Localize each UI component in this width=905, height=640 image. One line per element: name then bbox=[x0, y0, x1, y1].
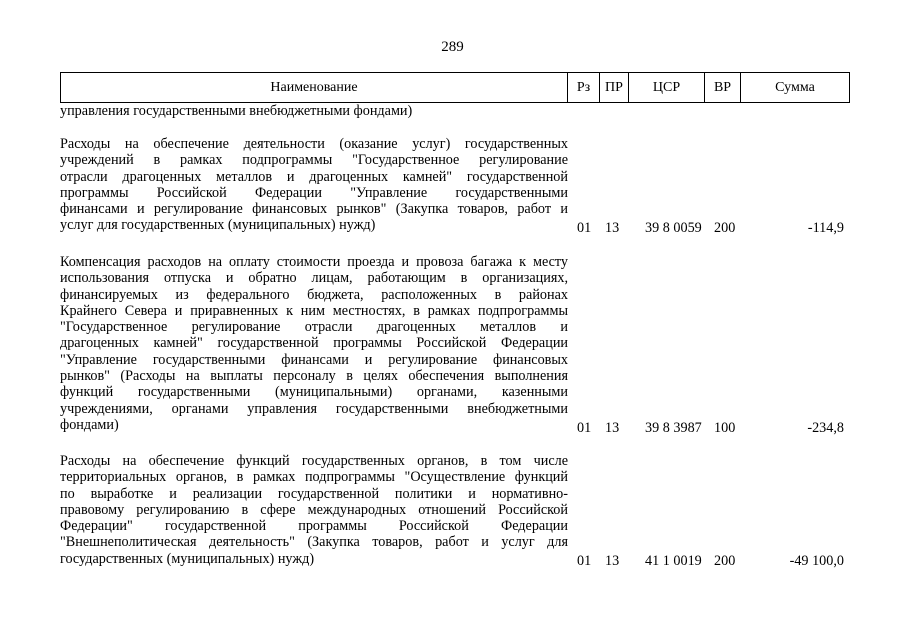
row-vr: 200 bbox=[714, 553, 736, 569]
row-name bbox=[60, 136, 568, 234]
row-text-line: рынков" (Расходы на выплаты персоналу в целях обеспечения выполнения bbox=[60, 368, 568, 385]
row-vr: 200 bbox=[714, 220, 736, 236]
row-text-line: Крайнего Севера и приравненных к ним местностях, в рамках подпрограммы bbox=[60, 302, 568, 319]
row-text-line: учреждений в рамках подпрограммы "Государственное регулирование bbox=[60, 152, 568, 169]
row-text-line: Расходы на обеспечение деятельности (оказание услуг) государственных bbox=[60, 136, 568, 152]
table-row bbox=[60, 136, 850, 236]
row-sum: -234,8 bbox=[807, 420, 844, 436]
header-vr: ВР bbox=[705, 72, 741, 103]
table-row bbox=[60, 453, 850, 570]
row-sum: -49 100,0 bbox=[789, 553, 844, 569]
row-name bbox=[60, 254, 568, 433]
table-header bbox=[60, 72, 850, 103]
row-text-line: использования отпуска и обратно лицам, работающим в организациях, bbox=[60, 270, 568, 287]
continuation-text: управления государственными внебюджетными фондами) bbox=[60, 103, 413, 119]
row-vr: 100 bbox=[714, 420, 736, 436]
row-pr: 13 bbox=[605, 420, 620, 436]
row-rz: 01 bbox=[577, 553, 592, 569]
header-pr: ПР bbox=[600, 72, 629, 103]
header-sum: Сумма bbox=[741, 72, 850, 103]
row-text-line: программы Российской Федерации "Управление государственными bbox=[60, 184, 568, 201]
row-pr: 13 bbox=[605, 220, 620, 236]
row-text-line: государственных (муниципальных) нужд) bbox=[60, 550, 315, 567]
page-number: 289 bbox=[441, 39, 464, 55]
header-rz: Рз bbox=[568, 72, 600, 103]
row-text-line: услуг для государственных (муниципальных) нужд) bbox=[60, 217, 376, 234]
header-csr: ЦСР bbox=[629, 72, 705, 103]
row-text-line: функций государственными (муниципальными) органами, казенными bbox=[60, 384, 568, 401]
row-text-line: "Управление государственными финансами и регулирование финансовых bbox=[60, 351, 568, 368]
row-name bbox=[60, 453, 568, 567]
row-text-line: правовому регулированию в сфере международных отношений Российской bbox=[60, 501, 568, 518]
row-csr: 41 1 0019 bbox=[645, 553, 702, 569]
row-text-line: "Внешнеполитическая деятельность" (Закупка товаров, работ и услуг для bbox=[60, 534, 568, 551]
row-text-line: фондами) bbox=[60, 416, 119, 433]
row-text-line: драгоценных камней" государственной программы Российской Федерации bbox=[60, 335, 568, 352]
row-csr: 39 8 3987 bbox=[645, 420, 702, 436]
row-text-line: Расходы на обеспечение функций государственных органов, в том числе bbox=[60, 453, 568, 469]
row-text-line: отрасли драгоценных металлов и драгоценных камней" государственной bbox=[60, 168, 568, 185]
row-text-line: Компенсация расходов на оплату стоимости проезда и провоза багажа к месту bbox=[60, 254, 568, 270]
row-rz: 01 bbox=[577, 420, 592, 436]
row-text-line: учреждениями, органами управления государственными внебюджетными bbox=[60, 400, 568, 417]
header-name: Наименование bbox=[60, 72, 568, 103]
row-text-line: по выработке и реализации государственной политики и нормативно- bbox=[60, 485, 568, 502]
row-text-line: финансами и регулирование финансовых рынков" (Закупка товаров, работ и bbox=[60, 201, 568, 218]
table-row bbox=[60, 254, 850, 436]
row-sum: -114,9 bbox=[807, 220, 844, 236]
row-text-line: Федерации" государственной программы Российской Федерации bbox=[60, 518, 568, 535]
row-pr: 13 bbox=[605, 553, 620, 569]
row-text-line: финансируемых из федерального бюджета, расположенных в районах bbox=[60, 286, 568, 303]
row-rz: 01 bbox=[577, 220, 592, 236]
row-text-line: территориальных органов, в рамках подпрограммы "Осуществление функций bbox=[60, 469, 568, 486]
row-text-line: "Государственное регулирование отрасли драгоценных металлов и bbox=[60, 319, 568, 336]
row-csr: 39 8 0059 bbox=[645, 220, 702, 236]
